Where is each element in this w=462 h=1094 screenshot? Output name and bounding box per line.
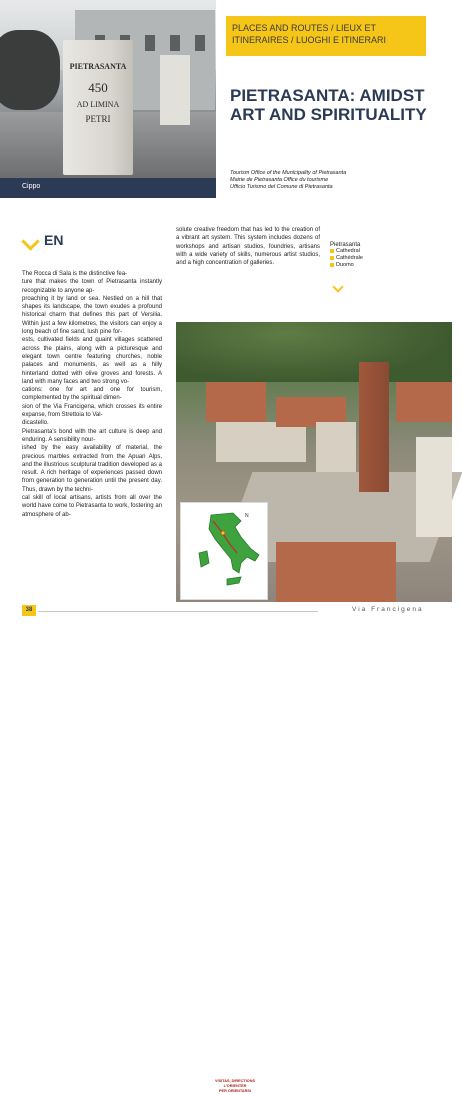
- page-subtitle: Tourism Office of the Municipality of Pietrasanta Mairie de Pietrasanta Office du tourisme Ufficio Turismo del Comune di Pietrasanta: [230, 170, 347, 190]
- footer-divider: [38, 611, 318, 612]
- stone-line-3: AD LIMINA: [76, 100, 120, 109]
- stone-line-4: PETRI: [85, 114, 111, 124]
- chevron-down-icon: [332, 281, 343, 292]
- body-text-left: The Rocca di Sala is the distinctive fea- ture that makes the town of Pietrasanta instantly recognizable to anyone ap- proaching it by land or sea. Nestled on a hill that shapes its landscape, the town exudes a profound historical charm that defines this part of Versilia. Within just a few kilometres, the visitors can enjoy a long beach of fine sand, lush pine for- ests, cultivated fields and quaint villages scattered across the plains, along with a picturesque and elegant town centre featuring churches, noble palaces and monuments, as well as a hilly hinterland dotted with olive groves and forests. A land with many faces and two strong vo- cations: one for art and one for tourism, complemented by the spiritual dimen- sion of the Via Francigena, which crosses its entire expanse, from Strettoia to Val- dicastello. Pietrasanta's bond with the art culture is deep and enduring. A sensibility nour- ished by the easy availability of material, the precious marbles extracted from the Apuan Alps, and the illustrious sculptural tradition developed as a result. A rich heritage of experiences passed down from generation to generation until the present day. Thus, drawn by the techni- cal skill of local artisans, artists from all over the world have come to Pietrasanta to work, fostering an atmosphere of ab-: [22, 271, 162, 518]
- legend-swatch-icon: [330, 249, 334, 253]
- legend-heading: Pietrasanta: [330, 242, 361, 248]
- legend-item: Cathedral: [330, 248, 420, 255]
- language-label: EN: [44, 232, 64, 248]
- legend-swatch-icon: [330, 263, 334, 267]
- footer-brand: Via Francigena: [352, 606, 424, 613]
- chevron-down-icon: [21, 232, 39, 250]
- page-number-badge: [22, 605, 36, 616]
- stone-line-1: PIETRASANTA: [69, 62, 127, 71]
- page-number: 38: [25, 607, 33, 613]
- compass-north: N: [245, 513, 249, 519]
- cippo-photo: [0, 0, 216, 178]
- italy-map-inset: [180, 502, 268, 1093]
- legend-item: Duomo: [330, 262, 420, 269]
- milestone: [63, 40, 133, 175]
- photo-caption-bar: [0, 178, 216, 198]
- italy-map-icon: [181, 503, 267, 599]
- section-label-box: [226, 16, 426, 56]
- legend-swatch-icon: [330, 256, 334, 260]
- stone-line-2: 450: [88, 80, 108, 95]
- page-title: PIETRASANTA: AMIDST ART AND SPIRITUALITY: [230, 86, 427, 124]
- legend-item: Cathédrale: [330, 255, 420, 262]
- map-legend: [330, 242, 420, 269]
- cathedral: [416, 437, 452, 537]
- bell-tower: [359, 362, 389, 492]
- section-label: PLACES AND ROUTES / LIEUX ET ITINERAIRES / LUOGHI E ITINERARI: [232, 23, 387, 45]
- map-caption: VISITAS, DIRECTIONS L'ORIENTER PER ORIENTARSI: [214, 1079, 255, 1093]
- body-text-right: solute creative freedom that has led to the creation of a vibrant art system. This system includes dozens of workshops and artisan studios, foundries, artisans with a wide variety of skills, numerous artist studios, and a high concentration of galleries.: [176, 227, 320, 267]
- photo-caption: Cippo: [22, 183, 41, 190]
